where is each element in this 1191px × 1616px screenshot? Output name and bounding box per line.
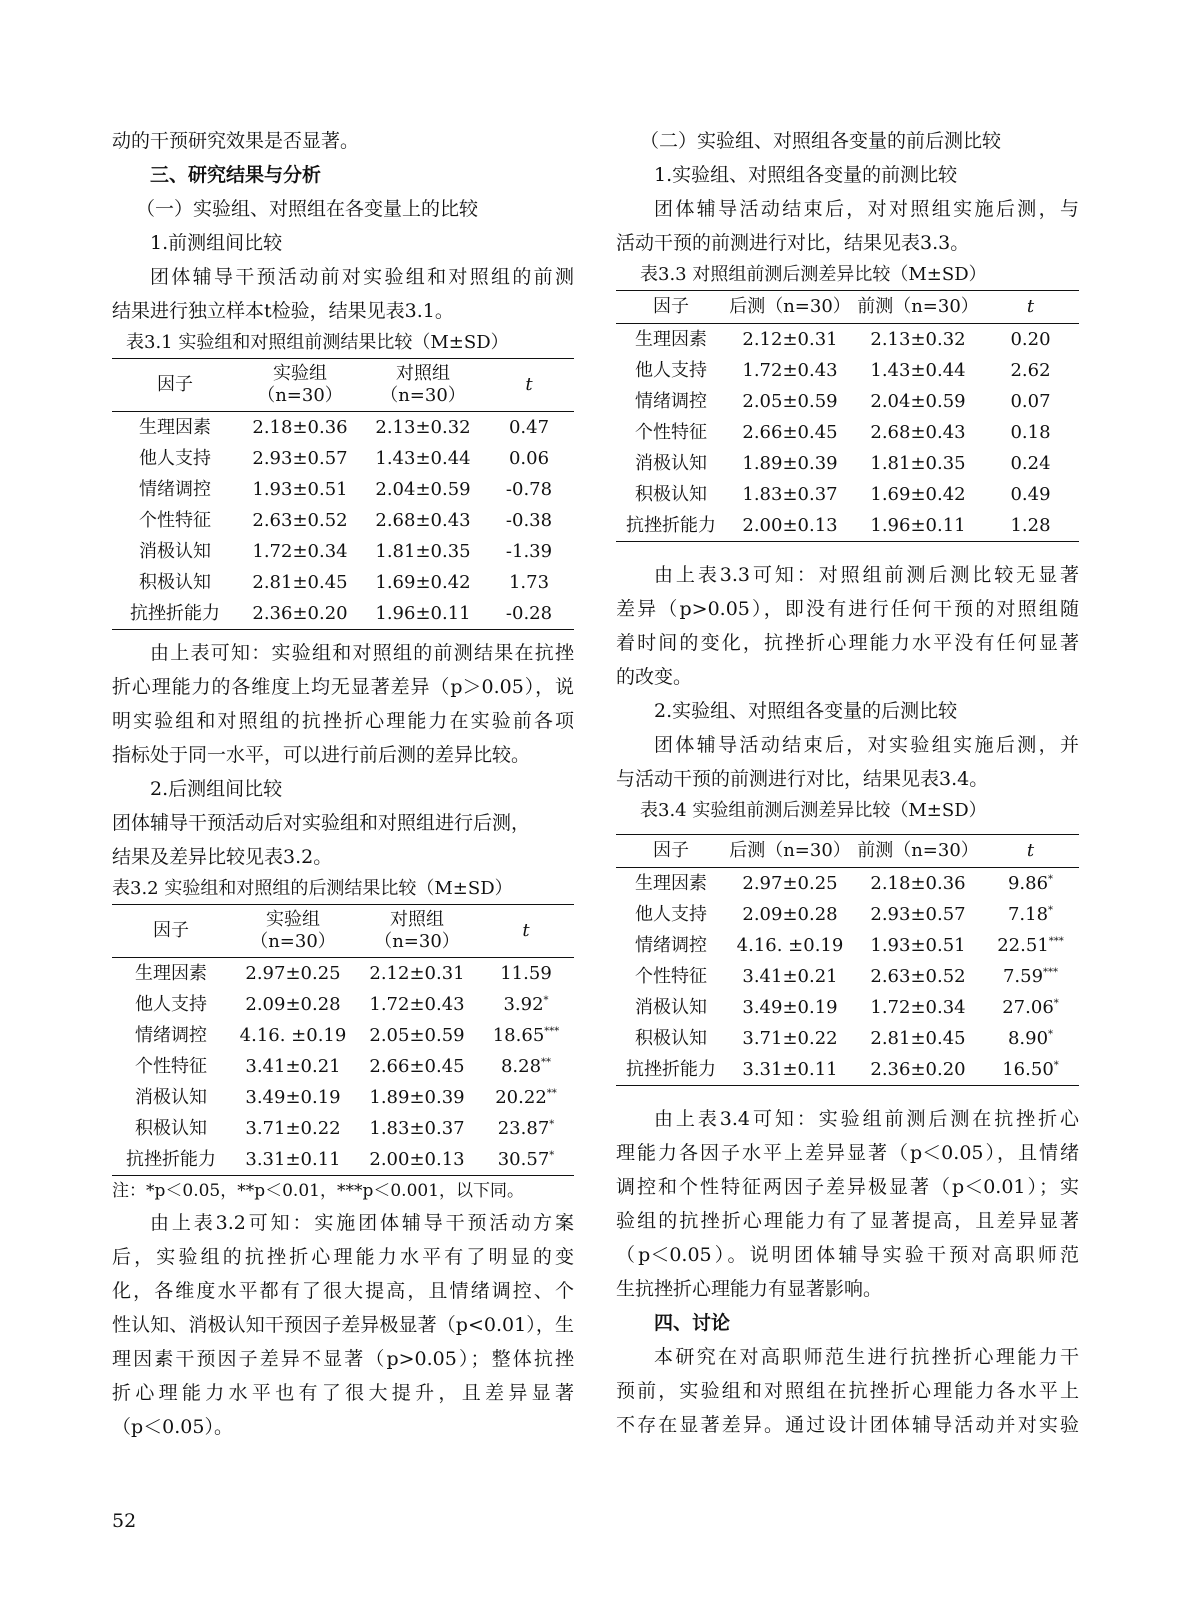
- table-cell: 7.18*: [1007, 904, 1054, 925]
- table-cell: 2.05±0.59: [369, 1025, 465, 1046]
- section-heading-3: 三、研究结果与分析: [150, 164, 322, 186]
- table-cell: 1.43±0.44: [870, 360, 966, 381]
- table-row: [112, 1113, 574, 1144]
- table-cell: 1.81±0.35: [870, 453, 966, 474]
- paragraph-line: 验组的抗挫折心理能力有了显著提高，且差异显著: [616, 1210, 1079, 1232]
- paragraph-line: 理因素干预因子差异不显著（p>0.05）；整体抗挫: [112, 1348, 574, 1370]
- table-cell: 0.18: [1010, 422, 1051, 443]
- table-cell: 2.63±0.52: [870, 966, 966, 987]
- paragraph-line: 明实验组和对照组的抗挫折心理能力在实验前各项: [112, 710, 574, 732]
- table-row: [616, 324, 1079, 356]
- table-cell: 1.28: [1010, 515, 1051, 536]
- table-cell: 消极认知: [139, 541, 211, 562]
- table-cell: 3.49±0.19: [245, 1087, 341, 1108]
- header-t: t: [1026, 840, 1035, 861]
- table-cell: 抗挫折能力: [126, 1149, 216, 1170]
- table-cell: 8.90*: [1007, 1028, 1054, 1049]
- table-cell: -0.38: [505, 510, 553, 531]
- table-row: [112, 412, 574, 444]
- paragraph-line: 与活动干预的前测进行对比，结果见表3.4。: [616, 768, 989, 790]
- paragraph-line: 着时间的变化，抗挫折心理能力水平没有任何显著: [616, 632, 1079, 654]
- table-cell: -0.28: [505, 603, 553, 624]
- table-cell: 他人支持: [139, 448, 211, 469]
- table-cell: -1.39: [505, 541, 553, 562]
- table-row: [112, 536, 574, 567]
- table-cell: 他人支持: [135, 994, 207, 1015]
- table-cell: 1.72±0.34: [252, 541, 348, 562]
- table-cell: 11.59: [500, 963, 552, 984]
- table-cell: 1.83±0.37: [742, 484, 838, 505]
- table-cell: 消极认知: [135, 1087, 207, 1108]
- header-t: t: [525, 374, 533, 395]
- table-3-1-caption: 表3.1 实验组和对照组前测结果比较（M±SD）: [126, 332, 509, 353]
- subheading-experiment-posttest: 2.实验组、对照组各变量的后测比较: [654, 700, 958, 722]
- table-cell: 个性特征: [635, 966, 707, 987]
- header-posttest: 后测（n=30）: [729, 840, 851, 861]
- table-row: [112, 1144, 574, 1176]
- paragraph-line: 预前，实验组和对照组在抗挫折心理能力各水平上: [616, 1380, 1079, 1402]
- table-row: [616, 1023, 1079, 1054]
- header-pretest: 前测（n=30）: [857, 840, 979, 861]
- table-cell: 0.20: [1010, 329, 1051, 350]
- table-cell: 27.06*: [1002, 997, 1059, 1018]
- table-cell: 2.66±0.45: [369, 1056, 465, 1077]
- table-row: [112, 443, 574, 474]
- header-factor: 因子: [157, 374, 193, 395]
- table-cell: 2.00±0.13: [369, 1149, 465, 1170]
- table-cell: 积极认知: [635, 484, 707, 505]
- paragraph-line: 活动干预的前测进行对比，结果见表3.3。: [616, 232, 970, 254]
- table-cell: 18.65***: [492, 1025, 560, 1046]
- table-cell: 生理因素: [139, 417, 211, 438]
- table-cell: 1.72±0.34: [870, 997, 966, 1018]
- paragraph-line: 团体辅导干预活动后对实验组和对照组进行后测，: [112, 812, 531, 834]
- table-row: [616, 868, 1079, 900]
- table-row: [616, 992, 1079, 1023]
- paragraph-line: 的改变。: [616, 666, 693, 688]
- header-factor: 因子: [653, 296, 689, 317]
- table-cell: 2.63±0.52: [252, 510, 348, 531]
- table-row: [616, 417, 1079, 448]
- paragraph-line: 由上表可知：实验组和对照组的前测结果在抗挫: [150, 642, 574, 664]
- table-cell: 30.57*: [497, 1149, 555, 1170]
- table-cell: 个性特征: [135, 1056, 207, 1077]
- table-cell: 消极认知: [635, 453, 707, 474]
- table-row: [112, 989, 574, 1020]
- table-cell: 3.31±0.11: [742, 1059, 838, 1080]
- table-cell: 他人支持: [635, 904, 707, 925]
- header-t: t: [522, 920, 530, 941]
- table-cell: 2.62: [1010, 360, 1051, 381]
- table-cell: 3.31±0.11: [245, 1149, 341, 1170]
- page-number: 52: [112, 1510, 137, 1532]
- subsection-heading-2: （二）实验组、对照组各变量的前后测比较: [640, 130, 1002, 152]
- table-cell: 4.16. ±0.19: [736, 935, 844, 956]
- table-cell: 2.36±0.20: [870, 1059, 966, 1080]
- table-cell: 2.18±0.36: [252, 417, 348, 438]
- table-note: 注：*p＜0.05，**p＜0.01，***p＜0.001，以下同。: [112, 1181, 525, 1201]
- table-cell: -0.78: [505, 479, 553, 500]
- table-3-4: [616, 834, 1079, 1086]
- table-cell: 2.81±0.45: [870, 1028, 966, 1049]
- table-cell: 2.13±0.32: [375, 417, 471, 438]
- table-cell: 8.28**: [500, 1056, 552, 1077]
- table-row: [616, 386, 1079, 417]
- paragraph-line: 结果及差异比较见表3.2。: [112, 846, 333, 868]
- subheading-pretest: 1.前测组间比较: [150, 232, 283, 254]
- table-cell: 个性特征: [635, 422, 707, 443]
- table-cell: 2.97±0.25: [742, 873, 838, 894]
- table-row: [112, 474, 574, 505]
- paragraph-line: 生抗挫折心理能力有显著影响。: [616, 1278, 883, 1300]
- table-cell: 22.51***: [997, 935, 1064, 956]
- paragraph-line: 指标处于同一水平，可以进行前后测的差异比较。: [112, 744, 531, 766]
- table-cell: 1.72±0.43: [742, 360, 838, 381]
- table-cell: 积极认知: [139, 572, 211, 593]
- table-cell: 抗挫折能力: [130, 603, 220, 624]
- paragraph-line: 结果进行独立样本t检验，结果见表3.1。: [112, 300, 454, 322]
- table-3-4-caption: 表3.4 实验组前测后测差异比较（M±SD）: [640, 800, 987, 821]
- paragraph-line: 理能力各因子水平上差异显著（p＜0.05），且情绪: [616, 1142, 1079, 1164]
- table-cell: 1.96±0.11: [375, 603, 471, 624]
- subheading-posttest: 2.后测组间比较: [150, 778, 283, 800]
- table-cell: 积极认知: [635, 1028, 707, 1049]
- table-cell: 7.59***: [1002, 966, 1059, 987]
- header-experiment-group: 实验组 （n=30）: [257, 363, 343, 406]
- table-cell: 2.05±0.59: [742, 391, 838, 412]
- table-cell: 0.07: [1010, 391, 1051, 412]
- table-cell: 16.50*: [1002, 1059, 1059, 1080]
- table-cell: 情绪调控: [139, 479, 211, 500]
- header-pretest: 前测（n=30）: [857, 296, 979, 317]
- table-cell: 他人支持: [635, 360, 707, 381]
- table-cell: 2.93±0.57: [252, 448, 348, 469]
- table-cell: 0.06: [508, 448, 550, 469]
- table-cell: 生理因素: [635, 329, 707, 350]
- table-cell: 2.13±0.32: [870, 329, 966, 350]
- table-cell: 2.04±0.59: [375, 479, 471, 500]
- paragraph-line: 调控和个性特征两因子差异极显著（p＜0.01）；实: [616, 1176, 1079, 1198]
- table-cell: 2.12±0.31: [742, 329, 838, 350]
- table-cell: 23.87*: [497, 1118, 555, 1139]
- right-column: [616, 124, 1079, 1442]
- table-3-3-caption: 表3.3 对照组前测后测差异比较（M±SD）: [640, 264, 987, 285]
- paragraph-line: 团体辅导活动结束后，对实验组实施后测，并: [654, 734, 1079, 756]
- table-cell: 9.86*: [1007, 873, 1054, 894]
- table-row: [112, 1020, 574, 1051]
- table-cell: 1.89±0.39: [369, 1087, 465, 1108]
- table-row: [112, 598, 574, 630]
- table-cell: 1.81±0.35: [375, 541, 471, 562]
- table-cell: 2.81±0.45: [252, 572, 348, 593]
- table-cell: 1.93±0.51: [870, 935, 966, 956]
- table-3-2-caption: 表3.2 实验组和对照组的后测结果比较（M±SD）: [112, 878, 513, 899]
- table-header-row: [616, 291, 1079, 324]
- table-3-3: [616, 290, 1079, 542]
- table-cell: 1.96±0.11: [870, 515, 966, 536]
- table-cell: 1.72±0.43: [369, 994, 465, 1015]
- table-cell: 2.68±0.43: [375, 510, 471, 531]
- table-cell: 2.12±0.31: [369, 963, 465, 984]
- paragraph-line: 由上表3.3可知：对照组前测后测比较无显著: [654, 564, 1079, 586]
- table-cell: 抗挫折能力: [626, 1059, 716, 1080]
- table-cell: 0.49: [1010, 484, 1051, 505]
- table-cell: 3.49±0.19: [742, 997, 838, 1018]
- table-cell: 情绪调控: [135, 1025, 207, 1046]
- table-cell: 0.24: [1010, 453, 1051, 474]
- paragraph-line: 不存在显著差异。通过设计团体辅导活动并对实验: [616, 1414, 1079, 1436]
- table-cell: 情绪调控: [635, 391, 707, 412]
- paragraph-line: 折心理能力水平也有了很大提升，且差异显著: [112, 1382, 574, 1404]
- subheading-control-pretest: 1.实验组、对照组各变量的前测比较: [654, 164, 958, 186]
- table-cell: 2.04±0.59: [870, 391, 966, 412]
- table-cell: 1.69±0.42: [375, 572, 471, 593]
- table-row: [112, 505, 574, 536]
- header-control-group: 对照组 （n=30）: [374, 909, 460, 952]
- table-row: [616, 930, 1079, 961]
- table-cell: 生理因素: [135, 963, 207, 984]
- table-row: [616, 355, 1079, 386]
- table-cell: 1.93±0.51: [252, 479, 348, 500]
- table-cell: 消极认知: [635, 997, 707, 1018]
- table-cell: 抗挫折能力: [626, 515, 716, 536]
- table-cell: 1.83±0.37: [369, 1118, 465, 1139]
- paragraph-line: 性认知、消极认知干预因子差异极显著（p<0.01），生: [112, 1314, 574, 1336]
- header-experiment-group: 实验组 （n=30）: [250, 909, 336, 952]
- table-row: [616, 899, 1079, 930]
- paragraph-line: 折心理能力的各维度上均无显著差异（p＞0.05），说: [112, 676, 574, 698]
- table-cell: 3.41±0.21: [245, 1056, 341, 1077]
- table-cell: 1.43±0.44: [375, 448, 471, 469]
- paragraph-line: 由上表3.4可知：实验组前测后测在抗挫折心: [654, 1108, 1079, 1130]
- table-cell: 2.36±0.20: [252, 603, 348, 624]
- table-cell: 2.68±0.43: [870, 422, 966, 443]
- paragraph-line: 由上表3.2可知：实施团体辅导干预活动方案: [150, 1212, 574, 1234]
- paragraph-continuation: 动的干预研究效果是否显著。: [112, 130, 360, 152]
- paragraph-line: 后，实验组的抗挫折心理能力水平有了明显的变: [112, 1246, 574, 1268]
- table-header-row: [112, 905, 574, 958]
- table-row: [616, 510, 1079, 542]
- table-cell: 4.16. ±0.19: [239, 1025, 347, 1046]
- table-cell: 1.89±0.39: [742, 453, 838, 474]
- table-cell: 0.47: [508, 417, 550, 438]
- paragraph-line: 本研究在对高职师范生进行抗挫折心理能力干: [654, 1346, 1079, 1368]
- header-factor: 因子: [653, 840, 689, 861]
- header-posttest: 后测（n=30）: [729, 296, 851, 317]
- table-row: [616, 448, 1079, 479]
- table-row: [616, 1054, 1079, 1086]
- table-row: [616, 961, 1079, 992]
- table-cell: 2.66±0.45: [742, 422, 838, 443]
- table-cell: 3.41±0.21: [742, 966, 838, 987]
- subsection-heading-1: （一）实验组、对照组在各变量上的比较: [136, 198, 479, 220]
- table-cell: 2.93±0.57: [870, 904, 966, 925]
- table-cell: 2.09±0.28: [245, 994, 341, 1015]
- table-header-row: [112, 359, 574, 412]
- table-cell: 20.22**: [495, 1087, 557, 1108]
- paragraph-line: 团体辅导活动结束后，对对照组实施后测，与: [654, 198, 1079, 220]
- left-column: [112, 124, 574, 1444]
- paragraph-line: 差异（p>0.05），即没有进行任何干预的对照组随: [616, 598, 1079, 620]
- paragraph-line: （p＜0.05）。: [112, 1416, 233, 1438]
- table-cell: 3.71±0.22: [742, 1028, 838, 1049]
- table-3-1: [112, 358, 574, 630]
- table-3-2: [112, 904, 574, 1176]
- table-cell: 生理因素: [635, 873, 707, 894]
- table-cell: 积极认知: [135, 1118, 207, 1139]
- table-cell: 1.69±0.42: [870, 484, 966, 505]
- header-factor: 因子: [153, 920, 189, 941]
- header-t: t: [1026, 296, 1035, 317]
- table-cell: 情绪调控: [635, 935, 707, 956]
- paragraph-line: 化，各维度水平都有了很大提高，且情绪调控、个: [112, 1280, 574, 1302]
- table-cell: 2.97±0.25: [245, 963, 341, 984]
- table-cell: 2.00±0.13: [742, 515, 838, 536]
- section-heading-4: 四、讨论: [654, 1312, 731, 1334]
- table-row: [616, 479, 1079, 510]
- table-row: [112, 958, 574, 990]
- table-header-row: [616, 835, 1079, 868]
- paragraph-line: 团体辅导干预活动前对实验组和对照组的前测: [150, 266, 574, 288]
- table-cell: 个性特征: [139, 510, 211, 531]
- table-cell: 1.73: [508, 572, 550, 593]
- table-row: [112, 1051, 574, 1082]
- table-cell: 3.71±0.22: [245, 1118, 341, 1139]
- table-cell: 2.09±0.28: [742, 904, 838, 925]
- table-cell: 2.18±0.36: [870, 873, 966, 894]
- table-row: [112, 1082, 574, 1113]
- header-control-group: 对照组 （n=30）: [380, 363, 466, 406]
- paragraph-line: （p＜0.05）。说明团体辅导实验干预对高职师范: [616, 1244, 1079, 1266]
- table-cell: 3.92*: [503, 994, 549, 1015]
- table-row: [112, 567, 574, 598]
